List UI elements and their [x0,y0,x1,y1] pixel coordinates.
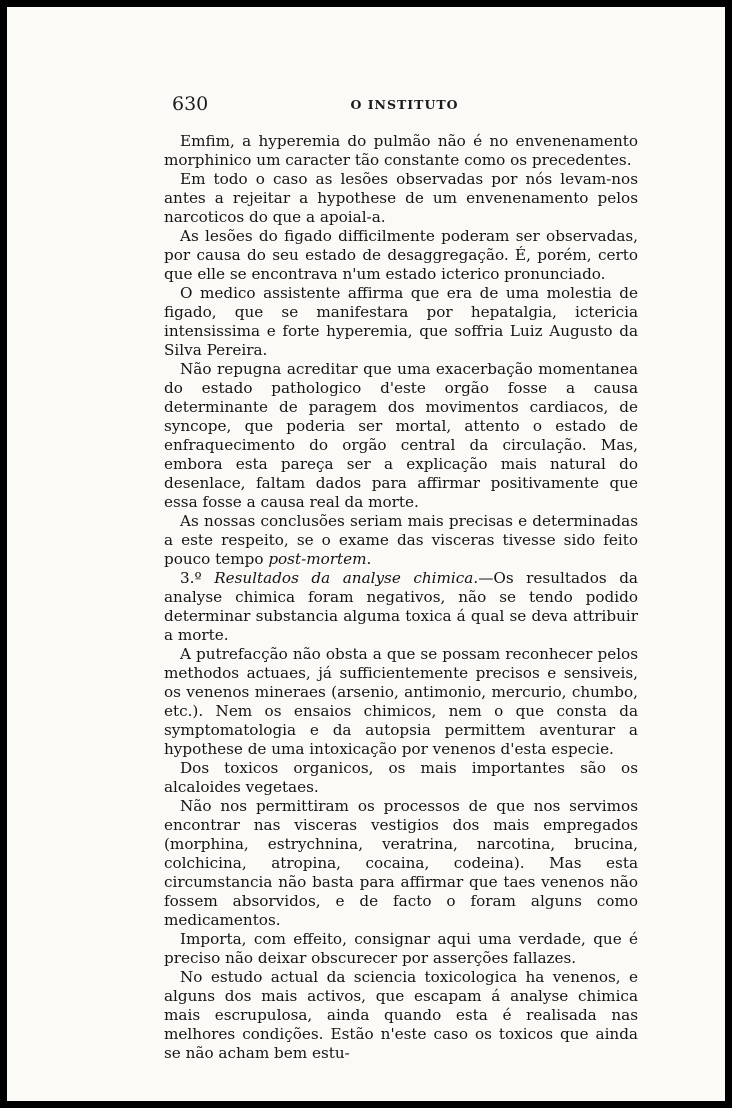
body-text [164,132,638,1063]
paragraph: As lesões do figado difficilmente poderam ser observadas, por causa do seu estado de desaggregação. É, porém, certo que elle se encontrava n'um estado icterico pronunciado. [164,227,638,283]
section-title: Resultados da analyse chimica. [214,569,479,587]
page-header [172,93,637,117]
paragraph: O medico assistente affirma que era de uma molestia de figado, que se manifestara por hepatalgia, ictericia intensissima e forte hyperemia, que soffria Luiz Augusto da Silva Pereira. [164,284,638,359]
paragraph: Emfim, a hyperemia do pulmão não é no envenenamento morphinico um caracter tão constante como os precedentes. [164,132,638,169]
paragraph: Não repugna acreditar que uma exacerbação momentanea do estado pathologico d'este orgão fosse a causa determinante de paragem dos movimentos cardiacos, de syncope, que poderia ser mortal, attento o estado de enfraquecimento do orgão central da circulação. Mas, embora esta pareça ser a explicação mais natural do desenlace, faltam dados para affirmar positivamente que essa fosse a causa real da morte. [164,360,638,511]
paragraph [164,569,638,645]
paragraph [164,512,638,569]
paragraph-italic: post-mortem [268,550,367,568]
paragraph: Não nos permittiram os processos de que nos servimos encontrar nas visceras vestigios dos mais empregados (morphina, estrychnina, veratrina, narcotina, brucina, colchicina, atropina, cocaina, codeina). Mas esta circumstancia não basta para affirmar que taes venenos não fossem absorvidos, e de facto o foram alguns como medicamentos. [164,797,638,929]
paragraph: Importa, com effeito, consignar aqui uma verdade, que é preciso não deixar obscurecer por asserções fallazes. [164,930,638,967]
paragraph: No estudo actual da sciencia toxicologica ha venenos, e alguns dos mais activos, que escapam á analyse chimica mais escrupulosa, ainda quando esta é realisada nas melhores condições. Estão n'este caso os toxicos que ainda se não acham bem estu- [164,968,638,1062]
document-page [7,7,725,1101]
paragraph-text: As nossas conclusões seriam mais precisas e determinadas a este respeito, se o exame das visceras tivesse sido feito pouco tempo [164,512,638,568]
paragraph: A putrefacção não obsta a que se possam reconhecer pelos methodos actuaes, já sufficientemente precisos e sensiveis, os venenos mineraes (arsenio, antimonio, mercurio, chumbo, etc.). Nem os ensaios chimicos, nem o que consta da symptomatologia e da autopsia permittem aventurar a hypothese de uma intoxicação por venenos d'esta especie. [164,645,638,758]
paragraph: Dos toxicos organicos, os mais importantes são os alcaloides vegetaes. [164,759,638,796]
paragraph: Em todo o caso as lesões observadas por nós levam-nos antes a rejeitar a hypothese de um envenenamento pelos narcoticos do que a apoial-a. [164,170,638,226]
paragraph-text: —Os resultados da analyse chimica foram negativos, não se tendo podido determinar substancia alguma toxica á qual se deva attribuir a morte. [164,569,638,644]
running-title: O INSTITUTO [350,97,459,112]
paragraph-text: . [366,550,372,568]
section-number: 3.º [180,569,215,587]
page-number: 630 [172,93,209,115]
